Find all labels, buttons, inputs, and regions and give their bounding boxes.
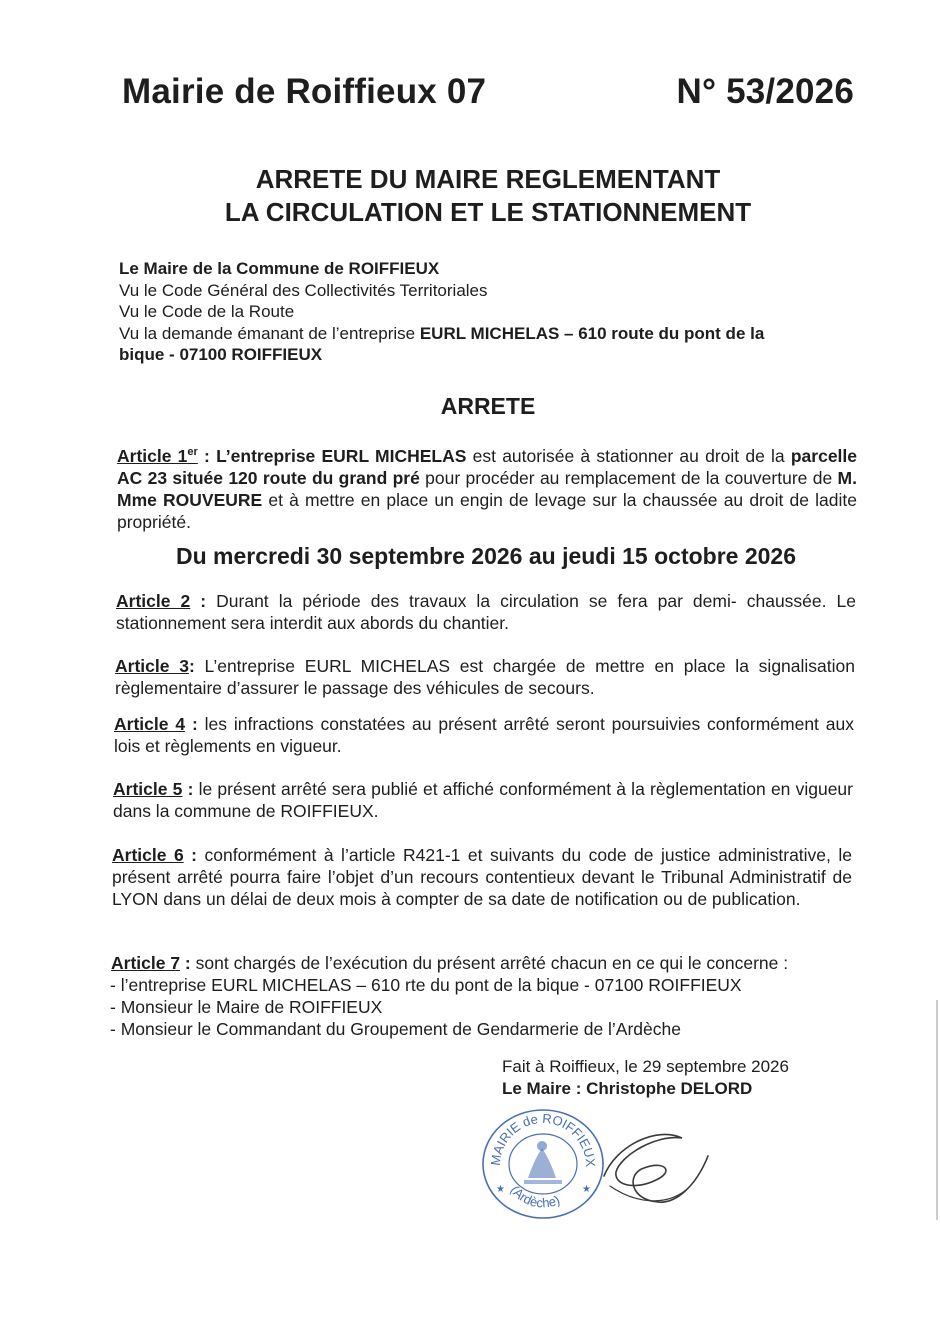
article-5	[113, 778, 853, 822]
period-heading: Du mercredi 30 septembre 2026 au jeudi 15 octobre 2026	[175, 543, 796, 569]
list-item: - Monsieur le Maire de ROIFFIEUX	[110, 997, 383, 1017]
article-6-text: conformément à l’article R421-1 et suivants du code de justice administrative, le présent arrêté pourra faire l’objet d’un recours contentieux devant le Tribunal Administratif de LYON dans un délai de deux mois à compter de sa date de notification ou de publication.	[112, 845, 852, 909]
article-6-colon: :	[183, 845, 198, 865]
article-1-label	[117, 446, 198, 466]
preamble-maire: Le Maire de la Commune de ROIFFIEUX	[119, 259, 440, 278]
star-icon: ★	[582, 1184, 591, 1195]
article-1-label-sup: er	[187, 446, 198, 458]
star-icon: ★	[496, 1184, 505, 1195]
article-1-owner: M. Mme ROUVEURE	[117, 467, 857, 510]
article-6-label: Article 6	[112, 845, 184, 865]
article-7-label: Article 7	[111, 953, 181, 973]
article-2-label: Article 2	[116, 591, 191, 611]
article-1-company: L’entreprise EURL MICHELAS	[209, 445, 467, 466]
article-1-parcel: parcelle AC 23 située 120 route du grand pré	[117, 445, 858, 488]
signature-block	[502, 1056, 789, 1100]
article-2-text: Durant la période des travaux la circulation se fera par demi- chaussée. Le stationnement sera interdit aux abords du chantier.	[116, 591, 856, 633]
article-5-label: Article 5	[113, 779, 183, 799]
preamble	[119, 258, 859, 366]
article-1-colon: :	[197, 445, 210, 466]
list-item: - l’entreprise EURL MICHELAS – 610 rte du pont de la bique - 07100 ROIFFIEUX	[110, 975, 742, 995]
article-6	[112, 844, 852, 910]
article-7	[111, 952, 851, 974]
mayor-signature	[596, 1116, 716, 1212]
article-5-colon: :	[182, 779, 194, 799]
preamble-vu-demande-company: EURL MICHELAS – 610 route du pont de la	[419, 323, 765, 343]
preamble-vu-code-route: Vu le Code de la Route	[119, 302, 295, 321]
article-3-label: Article 3	[115, 656, 189, 676]
article-2	[116, 590, 856, 634]
article-4-text: les infractions constatées au présent arrêté seront poursuivies conformément aux lois et règlements en vigueur.	[114, 714, 854, 756]
list-item: - Monsieur le Commandant du Groupement de Gendarmerie de l’Ardèche	[110, 1019, 681, 1039]
article-4-colon: :	[185, 714, 198, 734]
stamp-emblem-icon	[524, 1141, 562, 1184]
svg-text:(Ardèche)	[508, 1183, 563, 1211]
article-2-colon: :	[190, 591, 207, 611]
title-line-1: ARRETE DU MAIRE REGLEMENTANT	[255, 164, 721, 194]
article-1-text-a: est autorisée à stationner au droit de la	[466, 445, 791, 466]
article-1-text-c: et à mettre en place un engin de levage sur la chaussée au droit de ladite propriété.	[117, 489, 857, 532]
article-3	[115, 655, 855, 699]
article-4-label: Article 4	[114, 714, 186, 734]
article-1-text-b: pour procéder au remplacement de la couverture de	[419, 467, 838, 488]
article-3-text: L’entreprise EURL MICHELAS est chargée de mettre en place la signalisation règlementaire d’assurer le passage des véhicules de secours.	[115, 656, 855, 698]
scan-edge	[936, 1000, 938, 1220]
article-3-colon: :	[188, 656, 195, 676]
arrete-heading: ARRETE	[440, 393, 536, 419]
article-5-text: le présent arrêté sera publié et affiché conformément à la règlementation en vigueur dans la commune de ROIFFIEUX.	[113, 779, 853, 821]
article-4	[114, 713, 854, 757]
mairie-header: Mairie de Roiffieux 07	[122, 72, 487, 111]
mairie-stamp	[476, 1104, 610, 1222]
mayor-name: Le Maire : Christophe DELORD	[502, 1079, 753, 1098]
stamp-bottom-text: (Ardèche)	[507, 1182, 563, 1211]
preamble-vu-demande-address: bique - 07100 ROIFFIEUX	[119, 345, 323, 364]
arrete-number: N° 53/2026	[676, 72, 854, 111]
place-date: Fait à Roiffieux, le 29 septembre 2026	[502, 1057, 789, 1076]
preamble-vu-demande-prefix: Vu la demande émanant de l’entreprise	[119, 323, 420, 343]
preamble-vu-cgct: Vu le Code Général des Collectivités Territoriales	[119, 280, 488, 300]
article-7-colon: :	[180, 953, 191, 973]
article-7-list	[110, 974, 742, 1040]
title-line-2: LA CIRCULATION ET LE STATIONNEMENT	[224, 197, 752, 227]
article-1-label-text: Article 1	[117, 445, 188, 466]
article-1	[117, 441, 857, 533]
article-7-text: sont chargés de l’exécution du présent arrêté chacun en ce qui le concerne :	[190, 953, 789, 973]
stamp-top-text: MAIRIE de ROIFFIEUX	[487, 1110, 599, 1168]
preamble-vu-demande	[119, 323, 859, 345]
